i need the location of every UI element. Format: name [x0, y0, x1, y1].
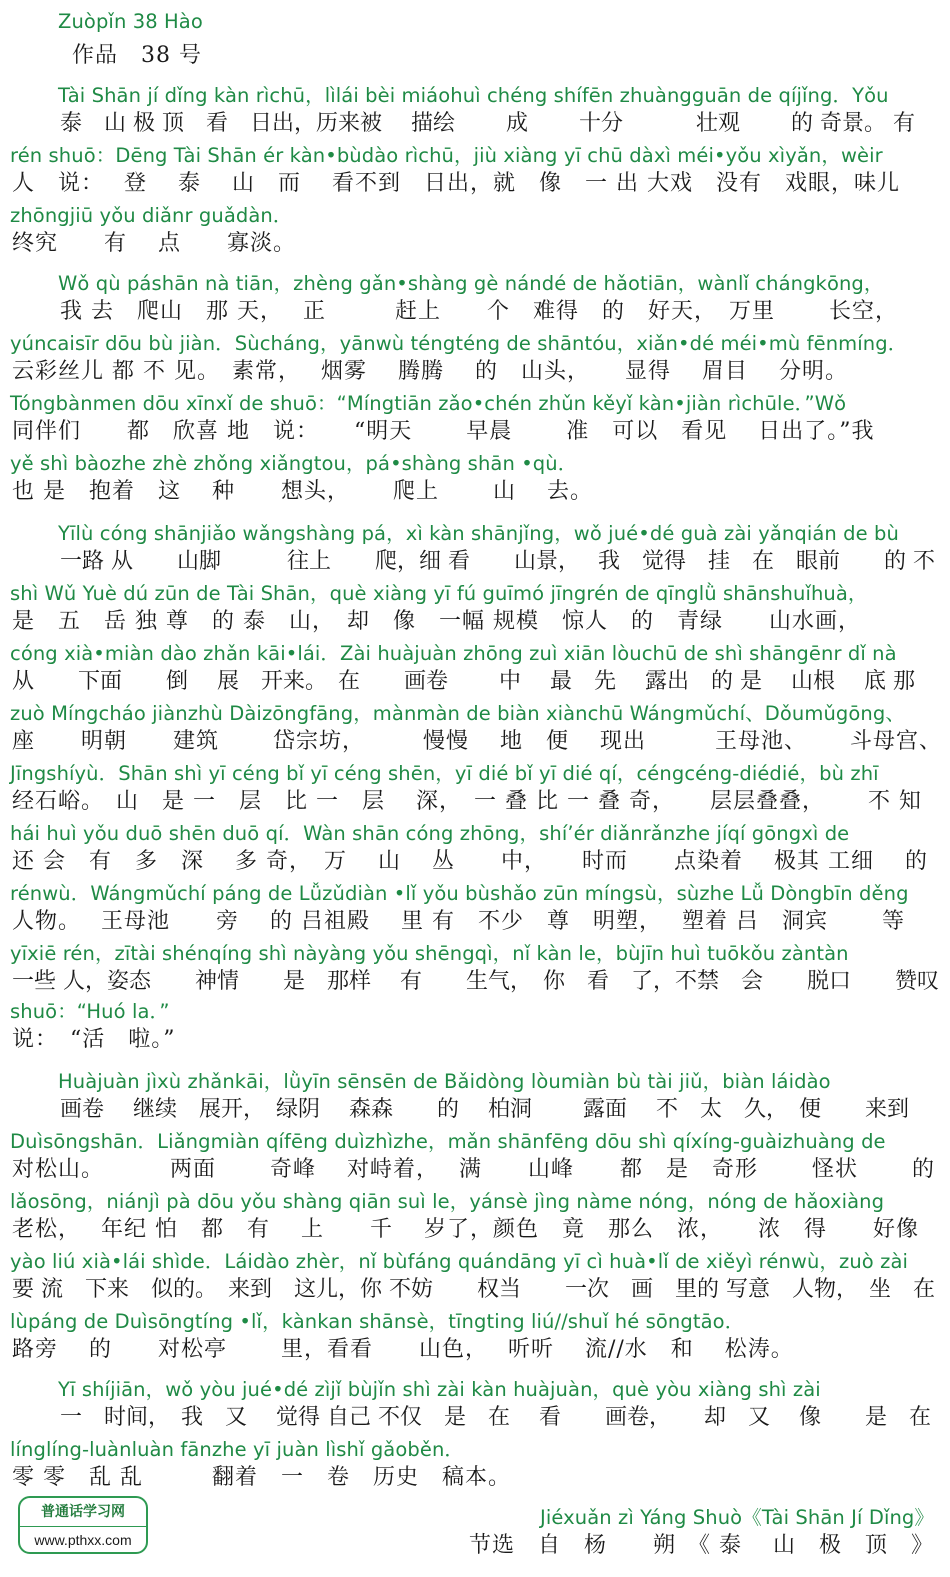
- logo-url: www.pthxx.com: [34, 1532, 132, 1548]
- hanzi-line: 对松山。 两面 奇峰 对峙着， 满 山峰 都 是 奇形 怪状 的: [12, 1157, 935, 1182]
- pinyin-line: Tài Shān jí dǐng kàn rìchū，lìlái bèi miáohuì chéng shífēn zhuàngguān de qíjǐng．Yǒu: [58, 84, 889, 107]
- hanzi-line: 座 明朝 建筑 岱宗坊， 慢慢 地 便 现出 王母池、 斗母宫、: [12, 729, 942, 754]
- pinyin-line: zhōngjiū yǒu diǎnr guǎdàn．: [10, 204, 293, 227]
- pinyin-line: Tóngbànmen dōu xīnxǐ de shuō：“Míngtiān zǎo•chén zhǔn kěyǐ kàn•jiàn rìchūle．”Wǒ: [10, 392, 847, 415]
- pinyin-line: hái huì yǒu duō shēn duō qí．Wàn shān cóng zhōng，shí’ér diǎnrǎnzhe jíqí gōngxì de: [10, 822, 850, 845]
- hanzi-line: 人 说： 登 泰 山 而 看不到 日出，就 像 一 出 大戏 没有 戏眼，味儿: [12, 171, 900, 196]
- hanzi-line: 老松， 年纪 怕 都 有 上 千 岁了，颜色 竟 那么 浓， 浓 得 好像: [12, 1217, 919, 1242]
- hanzi-line: 从 下面 倒 展 开来。 在 画卷 中 最 先 露出 的 是 山根 底 那: [12, 669, 915, 694]
- pinyin-line: yúncaisīr dōu bù jiàn．Sùcháng，yānwù téngténg de shāntóu，xiǎn•dé méi•mù fēnmíng．: [10, 332, 908, 355]
- source-hanzi: 节选 自 杨 朔 《 泰 山 极 顶 》: [469, 1533, 934, 1558]
- pinyin-line: shì Wǔ Yuè dú zūn de Tài Shān，què xiàng yī fú guīmó jīngrén de qīnglǜ shānshuǐhuà，: [10, 582, 868, 605]
- hanzi-line: 画卷 继续 展开， 绿阴 森森 的 柏洞 露面 不 太 久， 便 来到: [60, 1097, 909, 1122]
- pinyin-line: línglíng-luànluàn fānzhe yī juàn lìshǐ gǎoběn．: [10, 1438, 465, 1461]
- hanzi-line: 要 流 下来 似的。 来到 这儿，你 不妨 权当 一次 画 里的 写意 人物， 坐 在: [12, 1277, 935, 1302]
- pinyin-line: shuō：“Huó la．”: [10, 1000, 170, 1023]
- hanzi-line: 也 是 抱着 这 种 想头， 爬上 山 去。: [12, 479, 593, 504]
- hanzi-line: 同伴们 都 欣喜 地 说： “明天 早晨 准 可以 看见 日出了。”我: [12, 419, 875, 444]
- hanzi-line: 还 会 有 多 深 多 奇， 万 山 丛 中， 时而 点染着 极其 工细 的: [12, 849, 928, 874]
- hanzi-line: 一路 从 山脚 往上 爬，细 看 山景， 我 觉得 挂 在 眼前 的 不: [60, 549, 935, 574]
- hanzi-line: 零 零 乱 乱 翻着 一 卷 历史 稿本。: [12, 1465, 511, 1490]
- pinyin-line: rénwù．Wángmǔchí páng de Lǚzǔdiàn •lǐ yǒu bùshǎo zūn míngsù，sùzhe Lǚ Dòngbīn děng: [10, 882, 909, 905]
- source-pinyin: Jiéxuǎn zì Yáng Shuò《Tài Shān Jí Dǐng》: [540, 1506, 934, 1529]
- pinyin-line: Yīlù cóng shānjiǎo wǎngshàng pá，xì kàn shānjǐng，wǒ jué•dé guà zài yǎnqián de bù: [58, 522, 899, 545]
- pinyin-line: rén shuō：Dēng Tài Shān ér kàn•bùdào rìchū，jiù xiàng yī chū dàxì méi•yǒu xìyǎn，wèir: [10, 144, 883, 167]
- hanzi-line: 是 五 岳 独 尊 的 泰 山， 却 像 一幅 规模 惊人 的 青绿 山水画，: [12, 609, 861, 634]
- hanzi-line: 一 时间， 我 又 觉得 自己 不仅 是 在 看 画卷， 却 又 像 是 在: [60, 1405, 931, 1430]
- pinyin-line: yīxiē rén，zītài shénqíng shì nàyàng yǒu shēngqì，nǐ kàn le，bùjīn huì tuōkǒu zàntàn: [10, 942, 849, 965]
- hanzi-line: 人物。 王母池 旁 的 吕祖殿 里 有 不少 尊 明塑， 塑着 吕 洞宾 等: [12, 909, 905, 934]
- pinyin-line: lùpáng de Duìsōngtíng •lǐ，kànkan shānsè，tīngting liú//shuǐ hé sōngtāo．: [10, 1310, 745, 1333]
- hanzi-line: 一些 人，姿态 神情 是 那样 有 生气， 你 看 了，不禁 会 脱口 赞叹: [12, 969, 939, 994]
- logo-title: 普通话学习网: [20, 1498, 146, 1527]
- pinyin-line: cóng xià•miàn dào zhǎn kāi•lái．Zài huàjuàn zhōng zuì xiān lòuchū de shì shāngēnr dǐ nà: [10, 642, 897, 665]
- hanzi-line: 泰 山 极 顶 看 日出，历来被 描绘 成 十分 壮观 的 奇景。 有: [60, 111, 915, 136]
- pinyin-line: zuò Míngcháo jiànzhù Dàizōngfāng，mànmàn de biàn xiànchū Wángmǔchí、Dǒumǔgōng、: [10, 702, 905, 725]
- hanzi-line: 路旁 的 对松亭 里，看看 山色， 听听 流//水 和 松涛。: [12, 1337, 794, 1362]
- hanzi-line: 经石峪。 山 是 一 层 比 一 层 深， 一 叠 比 一 叠 奇， 层层叠叠， 不 知: [12, 789, 922, 814]
- hanzi-line: 云彩丝儿 都 不 见。 素常， 烟雾 腾腾 的 山头， 显得 眉目 分明。: [12, 359, 848, 384]
- pinyin-line: yào liú xià•lái shìde．Láidào zhèr，nǐ bùfáng quándāng yī cì huà•lǐ de xiěyì rénwù，zuò zài: [10, 1250, 909, 1273]
- pinyin-line: Yī shíjiān，wǒ yòu jué•dé zìjǐ bùjǐn shì zài kàn huàjuàn，què yòu xiàng shì zài: [58, 1378, 821, 1401]
- pinyin-line: lǎosōng，niánjì pà dōu yǒu shàng qiān suì le，yánsè jìng nàme nóng，nóng de hǎoxiàng: [10, 1190, 885, 1213]
- pinyin-line: Wǒ qù páshān nà tiān，zhèng gǎn•shàng gè nándé de hǎotiān，wànlǐ chángkōng，: [58, 272, 884, 295]
- hanzi-line: 说： “活 啦。”: [12, 1027, 176, 1052]
- pinyin-line: Huàjuàn jìxù zhǎnkāi，lǜyīn sēnsēn de Bǎidòng lòumiàn bù tài jiǔ，biàn láidào: [58, 1070, 831, 1093]
- hanzi-line: 我 去 爬山 那 天， 正 赶上 个 难得 的 好天， 万里 长空，: [60, 299, 898, 324]
- title-hanzi: 作品 38 号: [72, 43, 202, 68]
- pinyin-line: Duìsōngshān．Liǎngmiàn qífēng duìzhìzhe，mǎn shānfēng dōu shì qíxíng-guàizhuàng de: [10, 1130, 886, 1153]
- site-logo[interactable]: [18, 1496, 148, 1554]
- title-pinyin: Zuòpǐn 38 Hào: [58, 10, 203, 33]
- pinyin-line: Jīngshíyù．Shān shì yī céng bǐ yī céng shēn，yī dié bǐ yī dié qí，céngcéng-diédié，bù zhī: [10, 762, 879, 785]
- pinyin-line: yě shì bàozhe zhè zhǒng xiǎngtou，pá•shàng shān •qù．: [10, 452, 578, 475]
- hanzi-line: 终究 有 点 寡淡。: [12, 231, 296, 256]
